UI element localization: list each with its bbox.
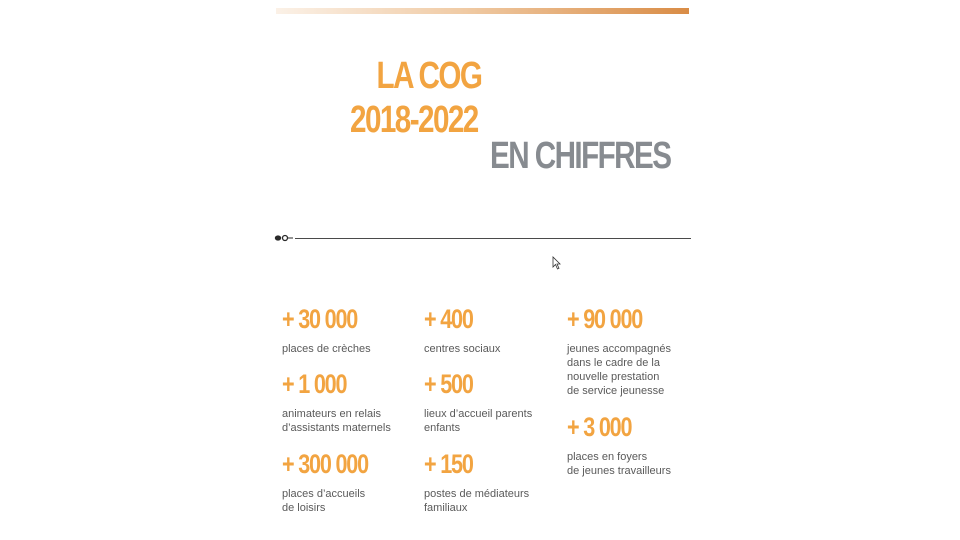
stat-label: postes de médiateurs familiaux bbox=[424, 488, 530, 514]
title-line-1: LA COG bbox=[376, 55, 481, 97]
stat-foyers bbox=[567, 414, 702, 478]
stat-value: + 3 000 bbox=[567, 412, 632, 442]
stat-animateurs bbox=[282, 371, 417, 435]
stat-label: lieux d’accueil parents enfants bbox=[424, 408, 533, 434]
divider bbox=[273, 232, 691, 244]
stat-label: jeunes accompagnés dans le cadre de la nouvelle prestation de service jeunesse bbox=[567, 343, 671, 397]
knot-icon bbox=[273, 232, 293, 244]
stat-label: places d’accueils de loisirs bbox=[282, 488, 366, 514]
stat-accueils-loisirs bbox=[282, 451, 417, 515]
stat-value: + 300 000 bbox=[282, 449, 368, 479]
stat-label: places en foyers de jeunes travailleurs bbox=[567, 451, 671, 477]
stat-label: centres sociaux bbox=[424, 343, 501, 355]
mouse-cursor-icon bbox=[552, 256, 561, 270]
stat-label: animateurs en relais d’assistants maternels bbox=[282, 408, 391, 434]
stat-value: + 90 000 bbox=[567, 304, 643, 334]
stat-value: + 500 bbox=[424, 369, 473, 399]
stat-value: + 30 000 bbox=[282, 304, 358, 334]
stat-mediateurs bbox=[424, 451, 559, 515]
title-line-3: EN CHIFFRES bbox=[490, 135, 671, 177]
stat-value: + 150 bbox=[424, 449, 473, 479]
title-line-2: 2018-2022 bbox=[350, 99, 478, 141]
stat-lieux-accueil bbox=[424, 371, 559, 435]
stat-value: + 400 bbox=[424, 304, 473, 334]
top-gradient-bar bbox=[276, 8, 689, 14]
stat-label: places de crèches bbox=[282, 343, 371, 355]
divider-line bbox=[295, 238, 691, 239]
stat-centres-sociaux bbox=[424, 306, 559, 356]
stat-jeunes-accompagnes bbox=[567, 306, 702, 398]
stat-creches bbox=[282, 306, 417, 356]
stat-value: + 1 000 bbox=[282, 369, 347, 399]
